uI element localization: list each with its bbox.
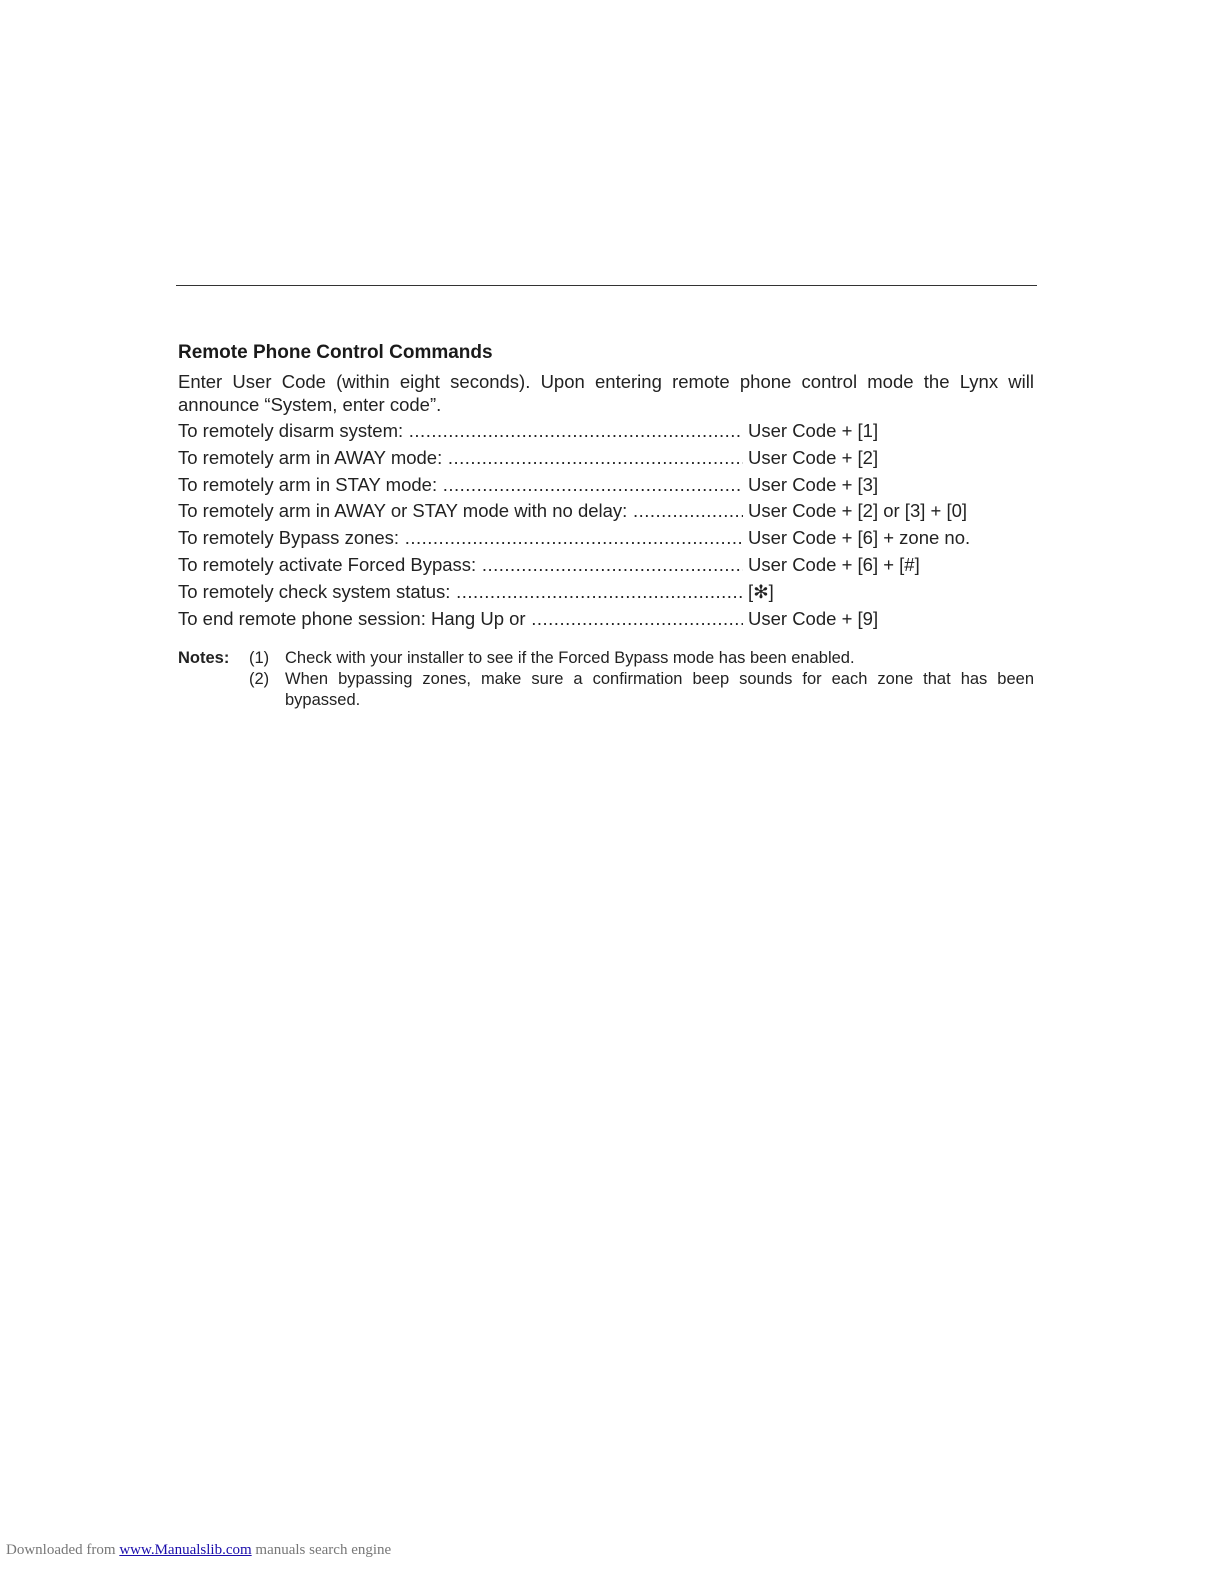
command-row-arm-no-delay <box>178 498 1028 525</box>
note-item <box>178 669 1034 711</box>
command-row-forced-bypass <box>178 552 1028 579</box>
command-code: User Code + [9] <box>746 606 878 633</box>
notes-label: Notes: <box>178 649 230 667</box>
command-action: To remotely arm in AWAY or STAY mode with no delay: ..... <box>178 498 743 525</box>
intro-paragraph: Enter User Code (within eight seconds). Upon entering remote phone control mode the Lynx will announce “System, enter code”. <box>178 371 1034 415</box>
command-code: User Code + [1] <box>746 418 878 445</box>
command-row-end-session <box>178 606 1028 633</box>
footer-prefix: Downloaded from <box>6 1542 116 1558</box>
header-divider <box>176 285 1037 286</box>
command-code: User Code + [6] + [#] <box>746 552 920 579</box>
command-action: To remotely activate Forced Bypass: ..... <box>178 552 743 579</box>
command-action: To remotely check system status: ..... <box>178 579 743 606</box>
note-item <box>178 648 1034 669</box>
command-list <box>178 418 1028 632</box>
command-code: User Code + [2] <box>746 445 878 472</box>
command-action: To end remote phone session: Hang Up or ..... <box>178 606 743 633</box>
command-code: User Code + [3] <box>746 472 878 499</box>
command-row-arm-away <box>178 445 1028 472</box>
note-number: (2) <box>249 670 270 688</box>
command-row-arm-stay <box>178 472 1028 499</box>
manualslib-link[interactable]: www.Manualslib.com <box>119 1542 252 1558</box>
section-title: Remote Phone Control Commands <box>178 342 493 363</box>
command-action: To remotely arm in AWAY mode: ..... <box>178 445 743 472</box>
footer-suffix: manuals search engine <box>255 1542 392 1558</box>
command-code: User Code + [2] or [3] + [0] <box>746 498 967 525</box>
command-row-bypass <box>178 525 1028 552</box>
command-code: User Code + [6] + zone no. <box>746 525 970 552</box>
command-row-disarm <box>178 418 1028 445</box>
command-row-status <box>178 579 1028 606</box>
note-text: Check with your installer to see if the Forced Bypass mode has been enabled. <box>285 649 855 667</box>
command-action: To remotely arm in STAY mode: ..... <box>178 472 743 499</box>
download-footer <box>6 1542 391 1559</box>
note-text: When bypassing zones, make sure a confirmation beep sounds for each zone that has been bypassed. <box>285 670 1034 709</box>
command-action: To remotely Bypass zones: ..... <box>178 525 743 552</box>
note-number: (1) <box>249 649 270 667</box>
command-code: [✻] <box>746 579 774 606</box>
notes-block <box>178 648 1034 711</box>
command-action: To remotely disarm system: ..... <box>178 418 743 445</box>
